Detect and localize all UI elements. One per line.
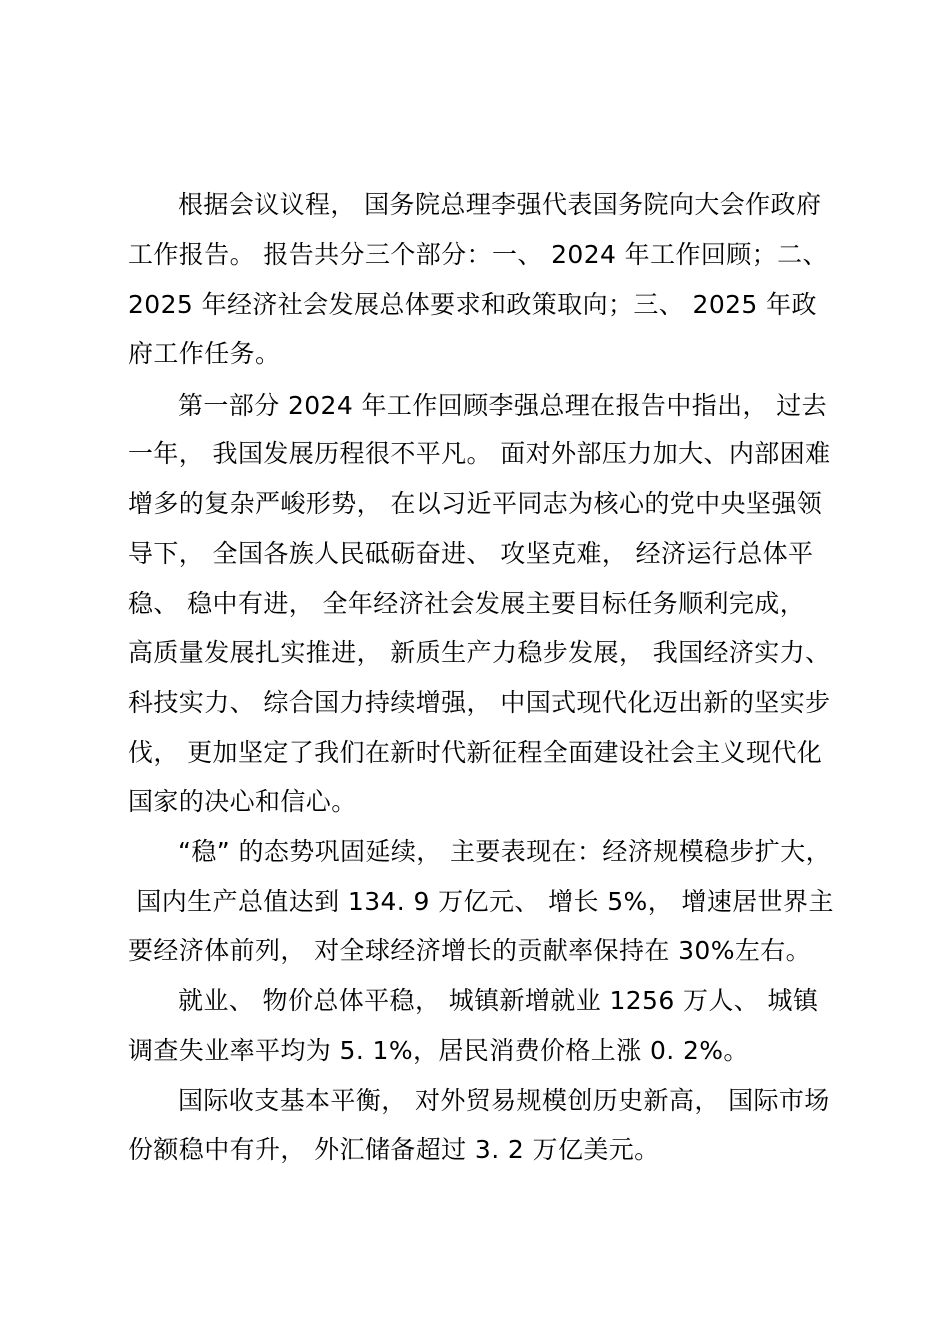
text-line: 导下， 全国各族人民砥砺奋进、 攻坚克难， 经济运行总体平: [128, 539, 814, 568]
text-line: 根据会议议程， 国务院总理李强代表国务院向大会作政府: [178, 190, 822, 219]
text-line: 调查失业率平均为 5. 1%，居民消费价格上涨 0. 2%。: [128, 1036, 749, 1065]
text-line: 2025 年经济社会发展总体要求和政策取向；三、 2025 年政: [128, 290, 817, 319]
text-line: 工作报告。 报告共分三个部分：一、 2024 年工作回顾；二、: [128, 240, 828, 269]
text-line: 国家的决心和信心。: [128, 787, 357, 816]
text-line: 第一部分 2024 年工作回顾李强总理在报告中指出， 过去: [178, 391, 828, 420]
text-line: 高质量发展扎实推进， 新质生产力稳步发展， 我国经济实力、: [128, 638, 831, 667]
text-line: 伐， 更加坚定了我们在新时代新征程全面建设社会主义现代化: [128, 738, 823, 767]
text-line: 一年， 我国发展历程很不平凡。 面对外部压力加大、内部困难: [128, 439, 831, 468]
text-line: 国际收支基本平衡， 对外贸易规模创历史新高， 国际市场: [178, 1086, 830, 1115]
text-line: 科技实力、 综合国力持续增强， 中国式现代化迈出新的坚实步: [128, 688, 831, 717]
text-line: 增多的复杂严峻形势， 在以习近平同志为核心的党中央坚强领: [128, 489, 823, 518]
text-line: 国内生产总值达到 134. 9 万亿元、 增长 5%， 增速居世界主: [128, 887, 834, 916]
text-line: 府工作任务。: [128, 339, 281, 368]
text-line: 就业、 物价总体平稳， 城镇新增就业 1256 万人、 城镇: [178, 986, 819, 1015]
text-line: 稳、 稳中有进， 全年经济社会发展主要目标任务顺利完成，: [128, 589, 806, 618]
text-line: 要经济体前列， 对全球经济增长的贡献率保持在 30%左右。: [128, 936, 812, 965]
text-line: “稳” 的态势巩固延续， 主要表现在：经济规模稳步扩大，: [178, 837, 831, 866]
text-line: 份额稳中有升， 外汇储备超过 3. 2 万亿美元。: [128, 1135, 660, 1164]
